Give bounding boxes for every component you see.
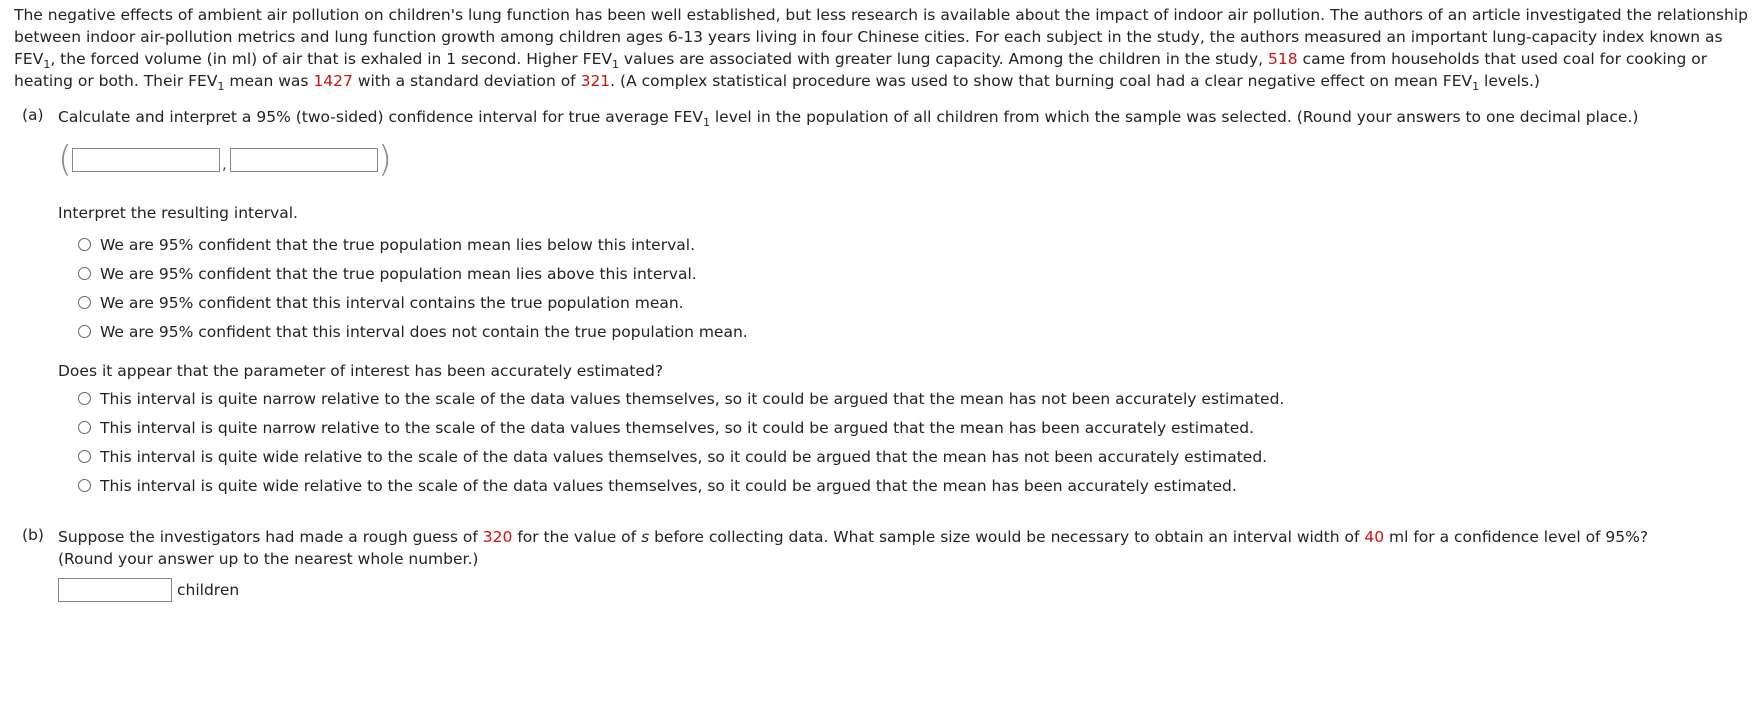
option-label: This interval is quite narrow relative to the scale of the data values themselves, so it could be argued that the mean has not been accurately estimated. bbox=[100, 389, 1285, 408]
accuracy-option-3[interactable] bbox=[78, 442, 1748, 471]
rounding-instruction: (Round your answer up to the nearest whole number.) bbox=[58, 550, 479, 568]
intro-text: levels.) bbox=[1479, 72, 1540, 90]
mean-value: 1427 bbox=[313, 72, 353, 90]
radio-button[interactable] bbox=[78, 267, 91, 280]
accuracy-prompt: Does it appear that the parameter of interest has been accurately estimated? bbox=[58, 362, 664, 380]
radio-button[interactable] bbox=[78, 421, 91, 434]
subscript: 1 bbox=[611, 58, 619, 71]
part-b bbox=[14, 526, 1748, 602]
sample-size-answer bbox=[58, 578, 1748, 602]
option-label: We are 95% confident that the true population mean lies above this interval. bbox=[100, 264, 697, 283]
accuracy-option-1[interactable] bbox=[78, 384, 1748, 413]
part-a-question bbox=[58, 106, 1748, 128]
intro-text: The negative effects of ambient air pollution on children's lung function has been well established, but less research is available about the impact of indoor air pollution. The authors of an article investigated the relationship between indoor air-pollution metrics and lung function growth among children ages 6-13 years living in four Chinese cities. For each subject in the study, the authors measured an important lung-capacity index known as FEV bbox=[14, 6, 1748, 68]
interpret-option-3[interactable] bbox=[78, 288, 1748, 317]
open-paren: ( bbox=[58, 139, 73, 180]
sample-size-value: 518 bbox=[1268, 50, 1298, 68]
option-label: This interval is quite wide relative to the scale of the data values themselves, so it could be argued that the mean has been accurately estimated. bbox=[100, 476, 1237, 495]
option-label: We are 95% confident that this interval contains the true population mean. bbox=[100, 293, 684, 312]
option-label: This interval is quite wide relative to the scale of the data values themselves, so it could be argued that the mean has not been accurately estimated. bbox=[100, 447, 1268, 466]
question-text: for the value of bbox=[512, 528, 642, 546]
question-text: before collecting data. What sample size would be necessary to obtain an interval width of bbox=[649, 528, 1365, 546]
interpret-option-1[interactable] bbox=[78, 230, 1748, 259]
interpret-option-4[interactable] bbox=[78, 317, 1748, 346]
sd-value: 321 bbox=[580, 72, 611, 90]
part-a bbox=[14, 106, 1748, 500]
part-a-label: (a) bbox=[22, 106, 44, 124]
interpret-prompt: Interpret the resulting interval. bbox=[58, 204, 298, 222]
intro-text: . (A complex statistical procedure was used to show that burning coal had a clear negative effect on mean FEV bbox=[610, 72, 1473, 90]
intro-text: values are associated with greater lung capacity. Among the children in the study, bbox=[618, 50, 1269, 68]
radio-button[interactable] bbox=[78, 479, 91, 492]
intro-text: mean was bbox=[224, 72, 314, 90]
intro-text: , the forced volume (in ml) of air that is exhaled in 1 second. Higher FEV bbox=[50, 50, 612, 68]
part-b-question bbox=[58, 526, 1748, 570]
interpret-options bbox=[78, 230, 1748, 346]
radio-button[interactable] bbox=[78, 450, 91, 463]
unit-label: children bbox=[177, 581, 240, 599]
accuracy-options bbox=[78, 384, 1748, 500]
variable-s: s bbox=[641, 528, 650, 546]
accuracy-option-2[interactable] bbox=[78, 413, 1748, 442]
subscript: 1 bbox=[217, 80, 225, 93]
intro-text: came from households that used coal for cooking or heating or both. Their FEV bbox=[14, 50, 1708, 90]
intro-text: with a standard deviation of bbox=[352, 72, 581, 90]
radio-button[interactable] bbox=[78, 238, 91, 251]
radio-button[interactable] bbox=[78, 325, 91, 338]
option-label: We are 95% confident that the true population mean lies below this interval. bbox=[100, 235, 695, 254]
option-label: This interval is quite narrow relative to the scale of the data values themselves, so it could be argued that the mean has been accurately estimated. bbox=[100, 418, 1255, 437]
question-text: level in the population of all children from which the sample was selected. (Round your answers to one decimal place.) bbox=[709, 108, 1639, 126]
subscript: 1 bbox=[1472, 80, 1480, 93]
part-b-label: (b) bbox=[22, 526, 44, 544]
interpret-option-2[interactable] bbox=[78, 259, 1748, 288]
subscript: 1 bbox=[43, 58, 51, 71]
option-label: We are 95% confident that this interval does not contain the true population mean. bbox=[100, 322, 748, 341]
comma-separator: , bbox=[222, 155, 227, 173]
radio-button[interactable] bbox=[78, 392, 91, 405]
sample-size-input[interactable] bbox=[58, 578, 172, 602]
question-text: Calculate and interpret a 95% (two-sided) confidence interval for true average FEV bbox=[58, 108, 703, 126]
radio-button[interactable] bbox=[78, 296, 91, 309]
ci-lower-input[interactable] bbox=[72, 148, 220, 172]
confidence-interval-inputs bbox=[58, 140, 1748, 180]
guess-value: 320 bbox=[482, 528, 513, 546]
question-text: ml for a confidence level of 95%? bbox=[1384, 528, 1649, 546]
close-paren: ) bbox=[377, 139, 392, 180]
question-text: Suppose the investigators had made a rough guess of bbox=[58, 528, 483, 546]
width-value: 40 bbox=[1364, 528, 1385, 546]
subscript: 1 bbox=[702, 116, 710, 129]
problem-intro bbox=[14, 4, 1754, 92]
ci-upper-input[interactable] bbox=[230, 148, 378, 172]
accuracy-option-4[interactable] bbox=[78, 471, 1748, 500]
